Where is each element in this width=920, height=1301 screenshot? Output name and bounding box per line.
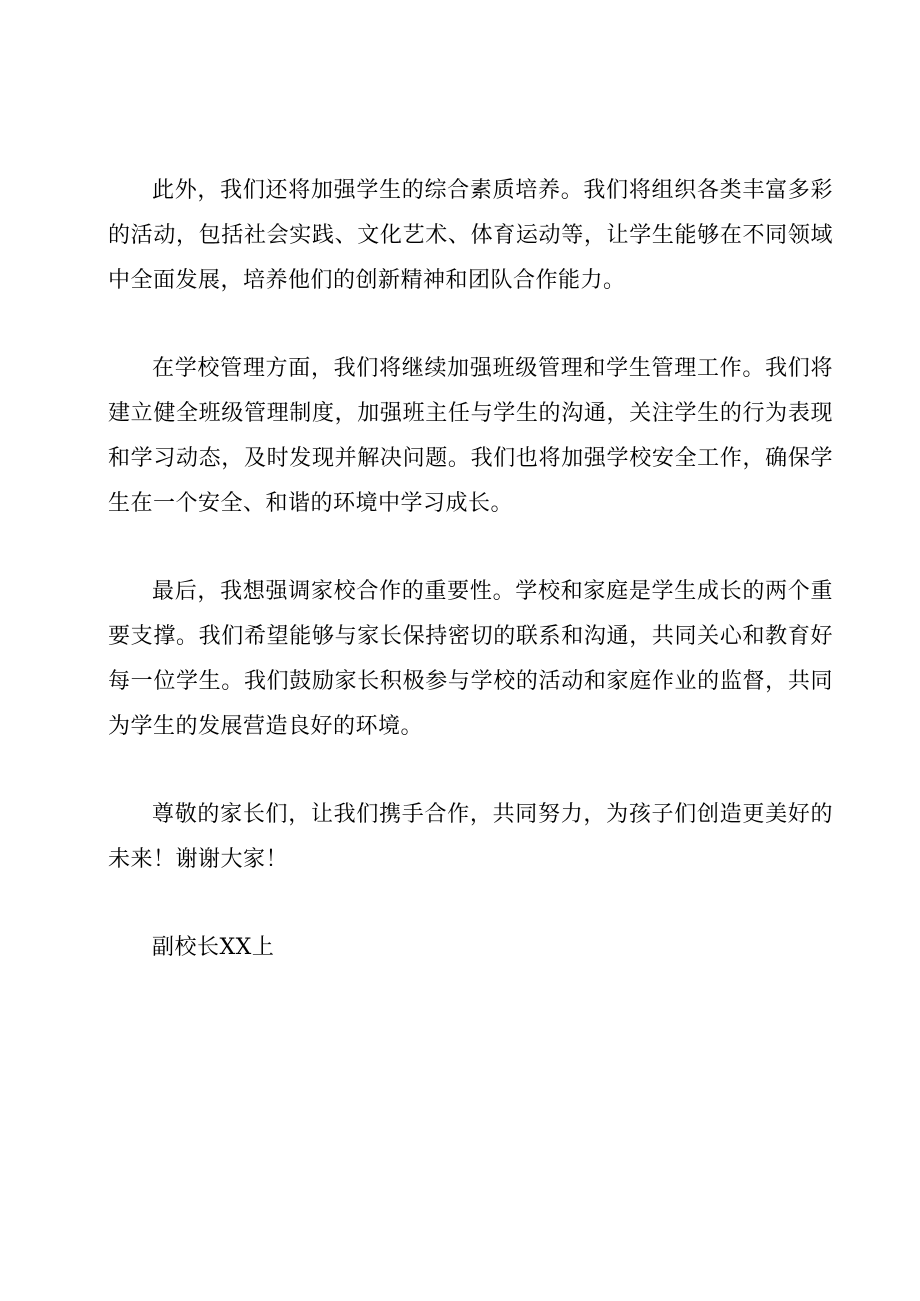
- paragraph-quality-education: 此外，我们还将加强学生的综合素质培养。我们将组织各类丰富多彩的活动，包括社会实践、文化艺术、体育运动等，让学生能够在不同领域中全面发展，培养他们的创新精神和团队合作能力。: [108, 178, 833, 293]
- paragraph-spacer: [108, 526, 833, 569]
- paragraph-closing: 尊敬的家长们，让我们携手合作，共同努力，为孩子们创造更美好的未来！谢谢大家！: [108, 802, 833, 872]
- signature-line: 副校长XX上: [152, 935, 275, 960]
- paragraph-spacer: [108, 749, 833, 792]
- paragraph-spacer: [108, 882, 833, 925]
- paragraph-spacer: [108, 303, 833, 346]
- document-body: [108, 168, 833, 970]
- paragraph-school-management: 在学校管理方面，我们将继续加强班级管理和学生管理工作。我们将建立健全班级管理制度，加强班主任与学生的沟通，关注学生的行为表现和学习动态，及时发现并解决问题。我们也将加强学校安全工作，确保学生在一个安全、和谐的环境中学习成长。: [108, 356, 833, 516]
- paragraph-home-school-cooperation: 最后，我想强调家校合作的重要性。学校和家庭是学生成长的两个重要支撑。我们希望能够与家长保持密切的联系和沟通，共同关心和教育好每一位学生。我们鼓励家长积极参与学校的活动和家庭作业的监督，共同为学生的发展营造良好的环境。: [108, 579, 833, 739]
